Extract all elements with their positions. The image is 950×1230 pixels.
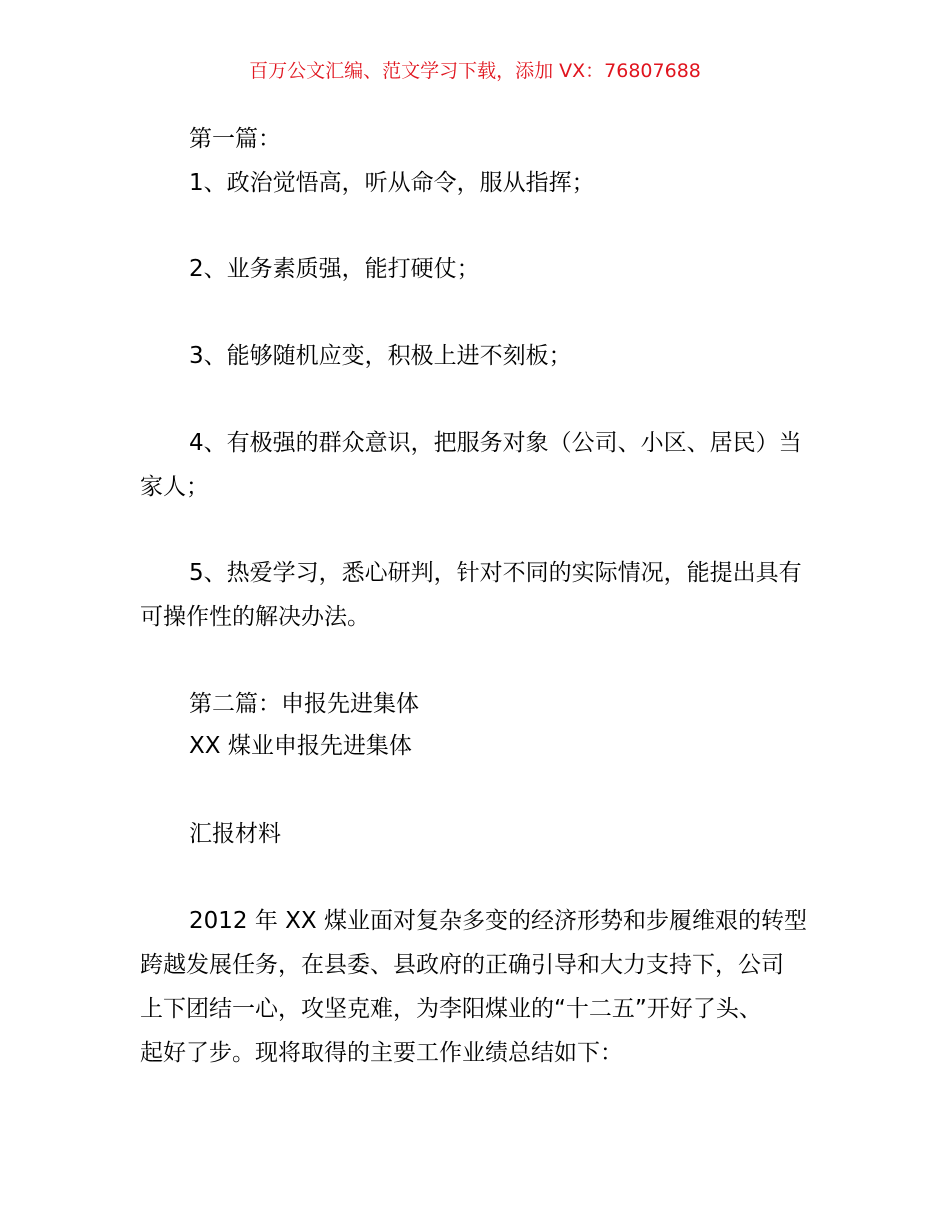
paragraph-line-4: 起好了步。现将取得的主要工作业绩总结如下： <box>140 1040 623 1066</box>
list-item-1: 1、政治觉悟高，听从命令，服从指挥； <box>189 170 595 196</box>
watermark-header: 百万公文汇编、范文学习下载，添加 VX：76807688 <box>249 60 701 82</box>
paragraph-line-3: 上下团结一心，攻坚克难，为李阳煤业的“十二五”开好了头、 <box>140 996 762 1022</box>
part2-title: 第二篇：申报先进集体 <box>189 691 419 717</box>
list-item-4-cont: 家人； <box>140 474 209 500</box>
list-item-5: 5、热爱学习，悉心研判，针对不同的实际情况，能提出具有 <box>189 560 802 586</box>
paragraph-line-2: 跨越发展任务，在县委、县政府的正确引导和大力支持下，公司 <box>140 952 784 978</box>
report-title: 汇报材料 <box>189 821 281 847</box>
part2-subtitle: XX 煤业申报先进集体 <box>189 733 412 759</box>
list-item-4: 4、有极强的群众意识，把服务对象（公司、小区、居民）当 <box>189 430 802 456</box>
list-item-3: 3、能够随机应变，积极上进不刻板； <box>189 343 572 369</box>
list-item-5-cont: 可操作性的解决办法。 <box>140 604 370 630</box>
list-item-2: 2、业务素质强，能打硬仗； <box>189 256 480 282</box>
paragraph-line-1: 2012 年 XX 煤业面对复杂多变的经济形势和步履维艰的转型 <box>189 908 807 934</box>
part1-title: 第一篇： <box>189 126 281 152</box>
